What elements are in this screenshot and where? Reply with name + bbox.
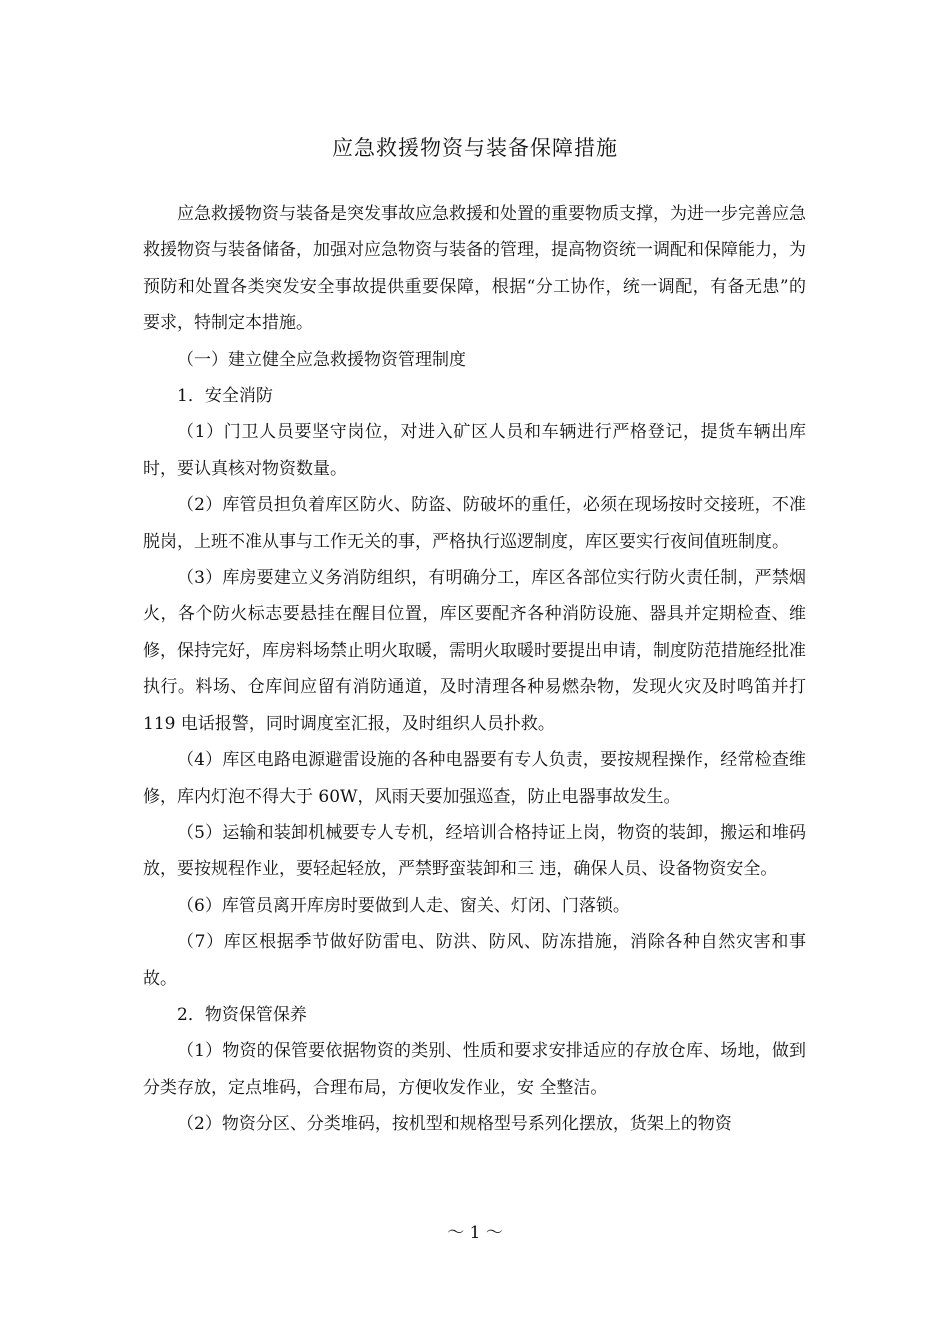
subsection-heading: 2．物资保管保养 [177,1004,307,1025]
list-item: （2）物资分区、分类堆码，按机型和规格型号系列化摆放，货架上的物资 [177,1114,732,1135]
list-item: （1）物资的保管要依据物资的类别、性质和要求安排适应的存放仓库、场地，做到分类存放，定点堆码，合理布局，方便收发作业，安 全整洁。 [143,1041,806,1098]
document-title: 应急救援物资与装备保障措施 [332,136,618,160]
list-item: （7）库区根据季节做好防雷电、防洪、防风、防冻措施，消除各种自然灾害和事故。 [143,932,806,989]
list-item: （5）运输和装卸机械要专人专机，经培训合格持证上岗，物资的装卸，搬运和堆码放，要按规程作业，要轻起轻放，严禁野蛮装卸和三 违，确保人员、设备物资安全。 [143,822,806,880]
list-item: （4）库区电路电源避雷设施的各种电器要有专人负责，要按规程操作，经常检查维修，库内灯泡不得大于 60W，风雨天要加强巡查，防止电器事故发生。 [143,750,806,807]
page-number: ～ 1 ～ [447,1223,503,1243]
intro-paragraph: 应急救援物资与装备是突发事故应急救援和处置的重要物质支撑，为进一步完善应急救援物资与装备储备，加强对应急物资与装备的管理，提高物资统一调配和保障能力，为预防和处置各类突发安全事故提供重要保障，根据“分工协作，统一调配，有备无患”的要求，特制定本措施。 [143,204,806,334]
subsection-heading: 1．安全消防 [177,386,273,407]
document-body [143,196,806,1143]
list-item: （1）门卫人员要坚守岗位，对进入矿区人员和车辆进行严格登记，提货车辆出库时，要认真核对物资数量。 [143,422,806,479]
section-heading: （一）建立健全应急救援物资管理制度 [177,349,466,370]
list-item: （6）库管员离开库房时要做到人走、窗关、灯闭、门落锁。 [177,895,630,916]
list-item: （2）库管员担负着库区防火、防盗、防破坏的重任，必须在现场按时交接班，不准脱岗，上班不准从事与工作无关的事，严格执行巡逻制度，库区要实行夜间值班制度。 [143,495,806,552]
list-item: （3）库房要建立义务消防组织，有明确分工，库区各部位实行防火责任制，严禁烟火，各个防火标志要悬挂在醒目位置，库区要配齐各种消防设施、器具并定期检查、维修，保持完好，库房料场禁止明火取暖，需明火取暖时要提出申请，制度防范措施经批准执行。料场、仓库间应留有消防通道，及时清理各种易燃杂物，发现火灾及时鸣笛并打 119 电话报警，同时调度室汇报，及时组织人员扑救。 [143,568,806,734]
